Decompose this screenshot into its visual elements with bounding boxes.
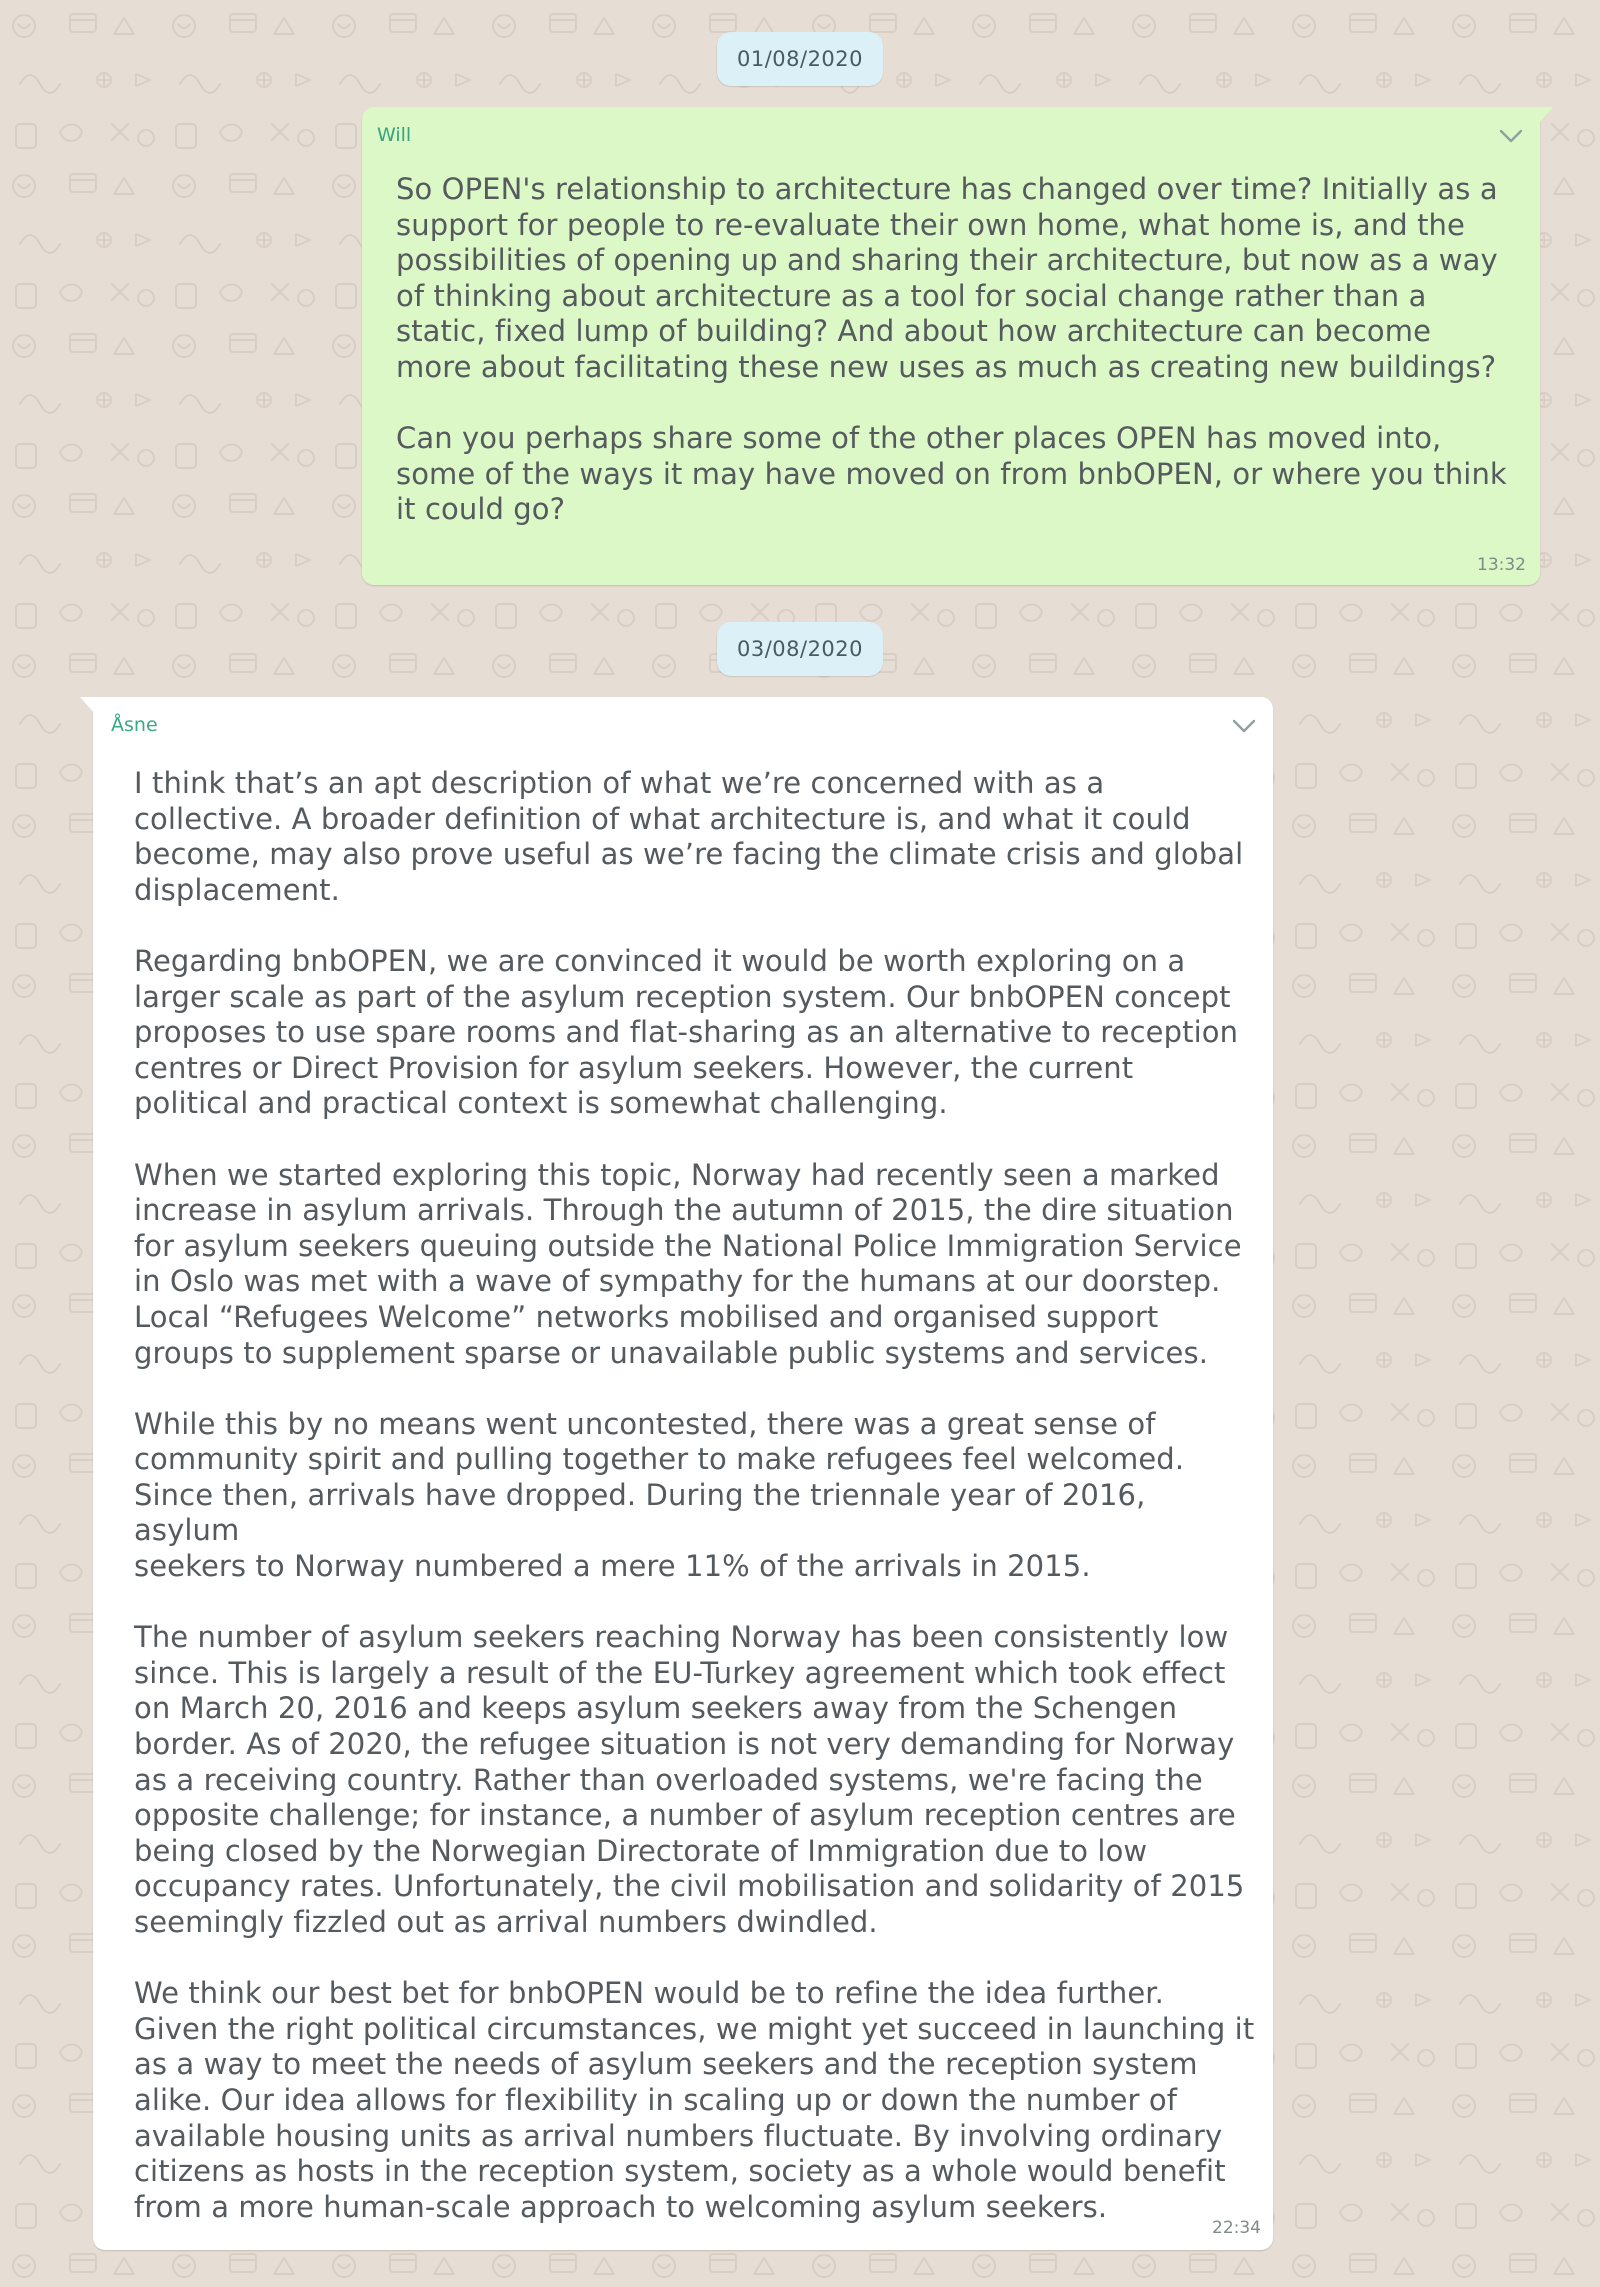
chevron-down-icon[interactable]	[1231, 717, 1257, 735]
chevron-down-icon[interactable]	[1498, 127, 1524, 145]
bubble-tail	[80, 697, 94, 713]
sender-name: Will	[377, 124, 412, 146]
sender-name: Åsne	[111, 714, 158, 736]
outgoing-message-bubble[interactable]	[362, 107, 1540, 585]
message-text: So OPEN's relationship to architecture has changed over time? Initially as a support for people to re-evaluate their own home, what home is, and the possibilities of opening up and sharing their architecture, but now as a way of thinking about architecture as a tool for social change rather than a static, fixed lump of building? And about how architecture can become more about facilitating these new uses as much as creating new buildings? Can you perhaps share some of the other places OPEN has moved into, some of the ways it may have moved on from bnbOPEN, or where you think it could go?	[396, 172, 1507, 527]
bubble-tail	[1539, 107, 1553, 123]
date-separator: 03/08/2020	[717, 622, 883, 676]
message-timestamp: 22:34	[1212, 2218, 1261, 2238]
incoming-message-bubble[interactable]	[93, 697, 1273, 2250]
message-timestamp: 13:32	[1477, 555, 1526, 575]
date-separator: 01/08/2020	[717, 32, 883, 86]
message-text: I think that’s an apt description of what we’re concerned with as a collective. A broader definition of what architecture is, and what it could become, may also prove useful as we’re facing the climate crisis and global displacement. Regarding bnbOPEN, we are convinced it would be worth exploring on a larger scale as part of the asylum reception system. Our bnbOPEN concept proposes to use spare rooms and flat-sharing as an alternative to reception centres or Direct Provision for asylum seekers. However, the current political and practical context is somewhat challenging. When we started exploring this topic, Norway had recently seen a marked increase in asylum arrivals. Through the autumn of 2015, the dire situation for asylum seekers queuing outside the National Police Immigration Service in Oslo was met with a wave of sympathy for the humans at our doorstep. Local “Refugees Welcome” networks mobilised and organised support groups to supplement sparse or unavailable public systems and services. While this by no means went uncontested, there was a great sense of community spirit and pulling together to make refugees feel welcomed. Since then, arrivals have dropped. During the triennale year of 2016, asylum seekers to Norway numbered a mere 11% of the arrivals in 2015. The number of asylum seekers reaching Norway has been consistently low since. This is largely a result of the EU-Turkey agreement which took effect on March 20, 2016 and keeps asylum seekers away from the Schengen border. As of 2020, the refugee situation is not very demanding for Norway as a receiving country. Rather than overloaded systems, we're facing the opposite challenge; for instance, a number of asylum reception centres are being closed by the Norwegian Directorate of Immigration due to low occupancy rates. Unfortunately, the civil mobilisation and solidarity of 2015 seemingly fizzled out as arrival numbers dwindled. We think our best bet for bnbOPEN would be to refine the idea further. Given the right political circumstances, we might yet succeed in launching it as a way to meet the needs of asylum seekers and the reception system alike. Our idea allows for flexibility in scaling up or down the number of available housing units as arrival numbers fluctuate. By involving ordinary citizens as hosts in the reception system, society as a whole would benefit from a more human-scale approach to welcoming asylum seekers.	[134, 766, 1255, 2224]
